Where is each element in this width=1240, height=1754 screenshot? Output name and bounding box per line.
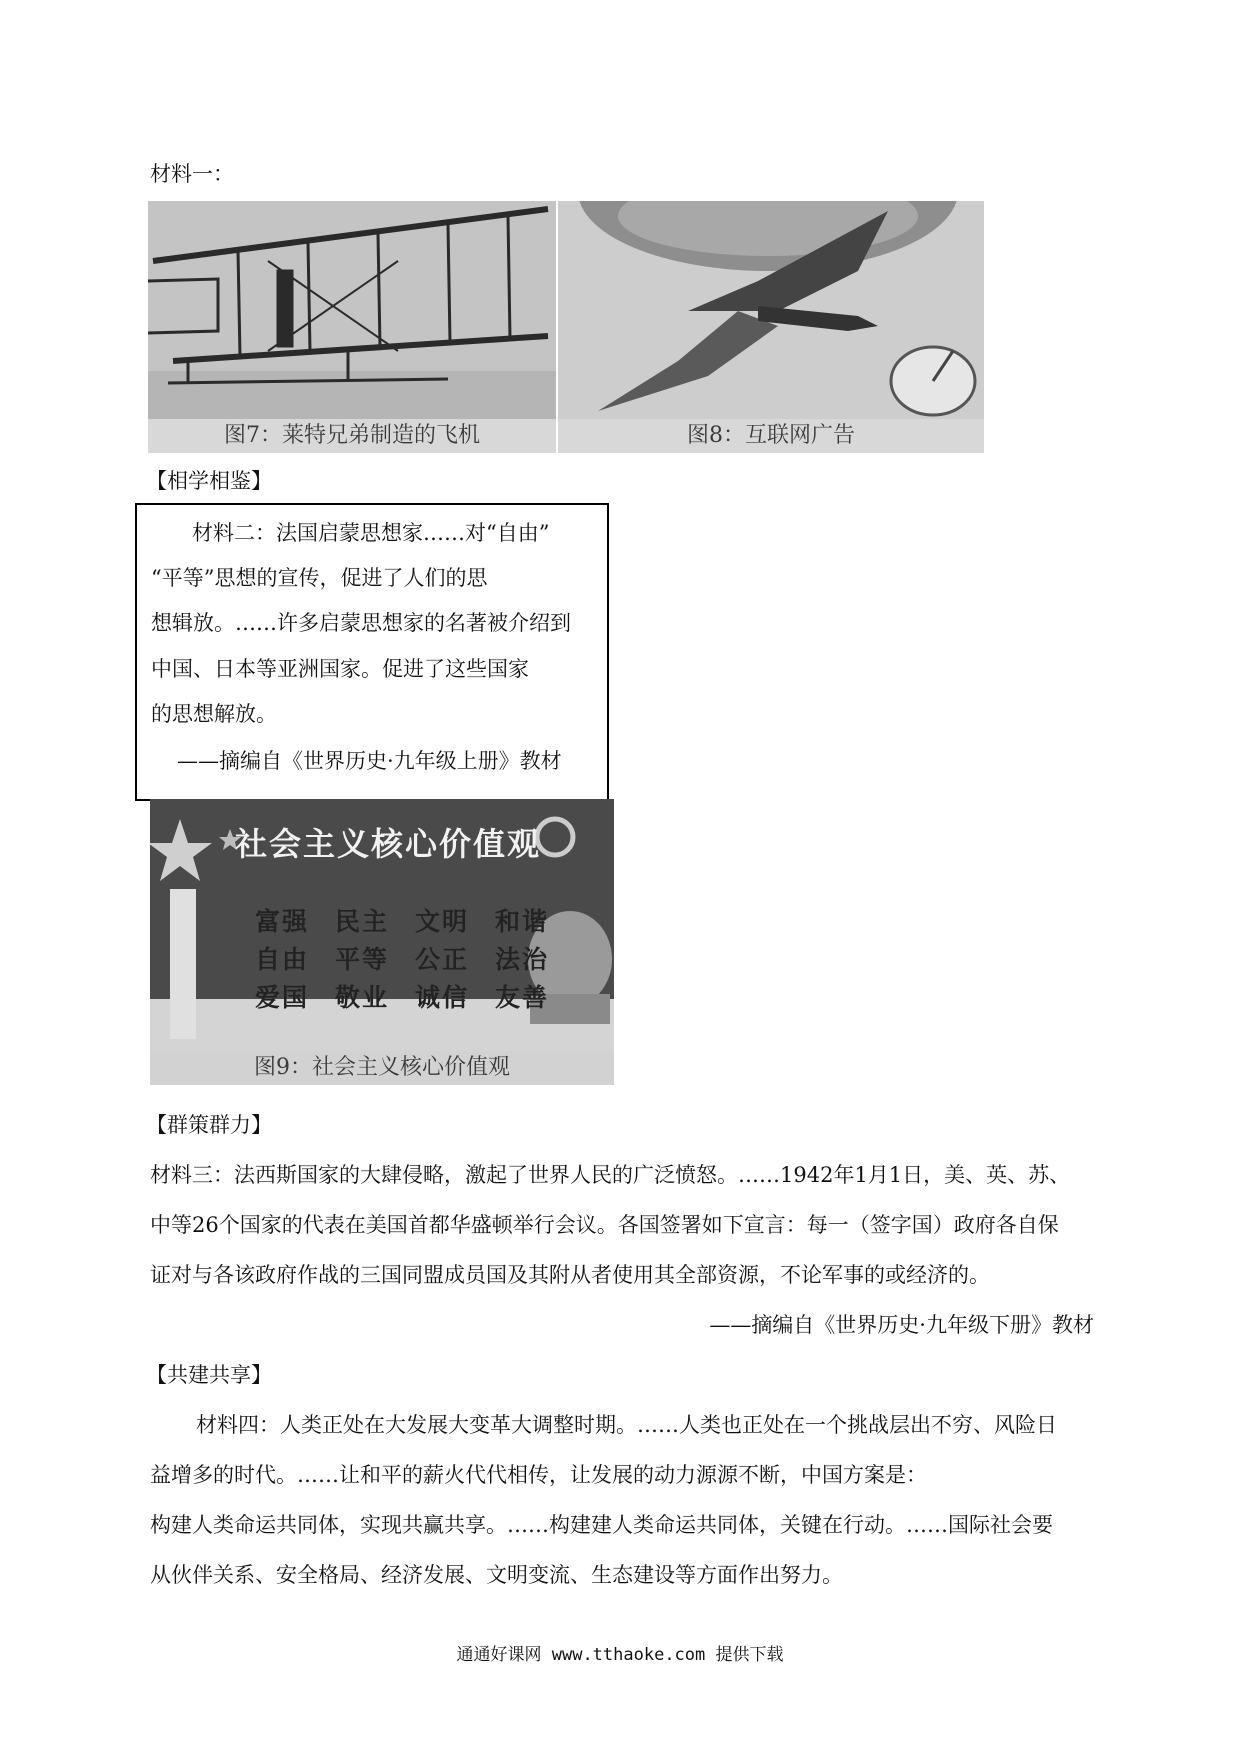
fig9-photo [150, 799, 614, 1085]
material2-line4: 中国、日本等亚洲国家。促进了这些国家 [151, 657, 529, 681]
section-gongjian-heading: 【共建共享】 [146, 1363, 272, 1387]
value-word: 诚信 [415, 983, 470, 1012]
material2-box [135, 503, 609, 801]
fig7-photo [148, 201, 556, 453]
value-word: 敬业 [335, 983, 390, 1012]
value-word: 富强 [255, 907, 310, 936]
section-qunce-heading: 【群策群力】 [146, 1113, 272, 1137]
material4-line3: 构建人类命运共同体，实现共赢共享。……构建建人类命运共同体，关键在行动。……国际社会要 [150, 1513, 1053, 1537]
value-word: 自由 [255, 945, 310, 974]
bird-illustration [558, 201, 984, 419]
material3-source: ——摘编自《世界历史·九年级下册》教材 [709, 1313, 1094, 1337]
section-xiangxue-heading: 【相学相鉴】 [146, 469, 272, 493]
value-word: 友善 [495, 983, 550, 1012]
material4-line4: 从伙伴关系、安全格局、经济发展、文明变流、生态建设等方面作出努力。 [150, 1563, 843, 1587]
biplane-illustration [148, 201, 556, 419]
values-row-1 [255, 902, 575, 938]
value-word: 公正 [415, 945, 470, 974]
material3-line2: 中等26个国家的代表在美国首都华盛顿举行会议。各国签署如下宣言：每一（签字国）政府各自保 [150, 1213, 1059, 1237]
material4-line1: 材料四：人类正处在大发展大变革大调整时期。……人类也正处在一个挑战层出不穷、风险日 [196, 1413, 1057, 1437]
fig8-caption: 图8：互联网广告 [558, 419, 984, 453]
value-word: 和谐 [495, 907, 550, 936]
material4-line2: 益增多的时代。……让和平的薪火代代相传，让发展的动力源源不断，中国方案是： [150, 1463, 927, 1487]
values-row-2 [255, 940, 575, 976]
value-word: 爱国 [255, 983, 310, 1012]
material2-line5: 的思想解放。 [151, 702, 277, 726]
material3-line1: 材料三：法西斯国家的大肆侵略，激起了世界人民的广泛愤怒。……1942年1月1日，美、英、苏、 [150, 1163, 1071, 1187]
material2-source: ——摘编自《世界历史·九年级上册》教材 [177, 749, 562, 773]
material1-label: 材料一： [150, 162, 234, 186]
material3-line3: 证对与各该政府作战的三国同盟成员国及其附从者使用其全部资源，不论军事的或经济的。 [150, 1263, 990, 1287]
value-word: 民主 [335, 907, 390, 936]
fig8-photo [558, 201, 984, 453]
value-word: 文明 [415, 907, 470, 936]
material2-line1: 材料二：法国启蒙思想家……对“自由” [192, 521, 550, 545]
poster-title: 社会主义核心价值观 [235, 825, 542, 863]
material2-line2: “平等”思想的宣传，促进了人们的思 [151, 566, 488, 590]
footer-text: 通通好课网 www.tthaoke.com 提供下载 [456, 1645, 784, 1665]
material2-line3: 想辑放。……许多启蒙思想家的名著被介绍到 [151, 611, 571, 635]
values-row-3 [255, 978, 575, 1014]
fig7-caption: 图7：莱特兄弟制造的飞机 [148, 419, 556, 453]
value-word: 法治 [495, 945, 550, 974]
value-word: 平等 [335, 945, 390, 974]
fig9-caption: 图9：社会主义核心价值观 [150, 1051, 614, 1085]
